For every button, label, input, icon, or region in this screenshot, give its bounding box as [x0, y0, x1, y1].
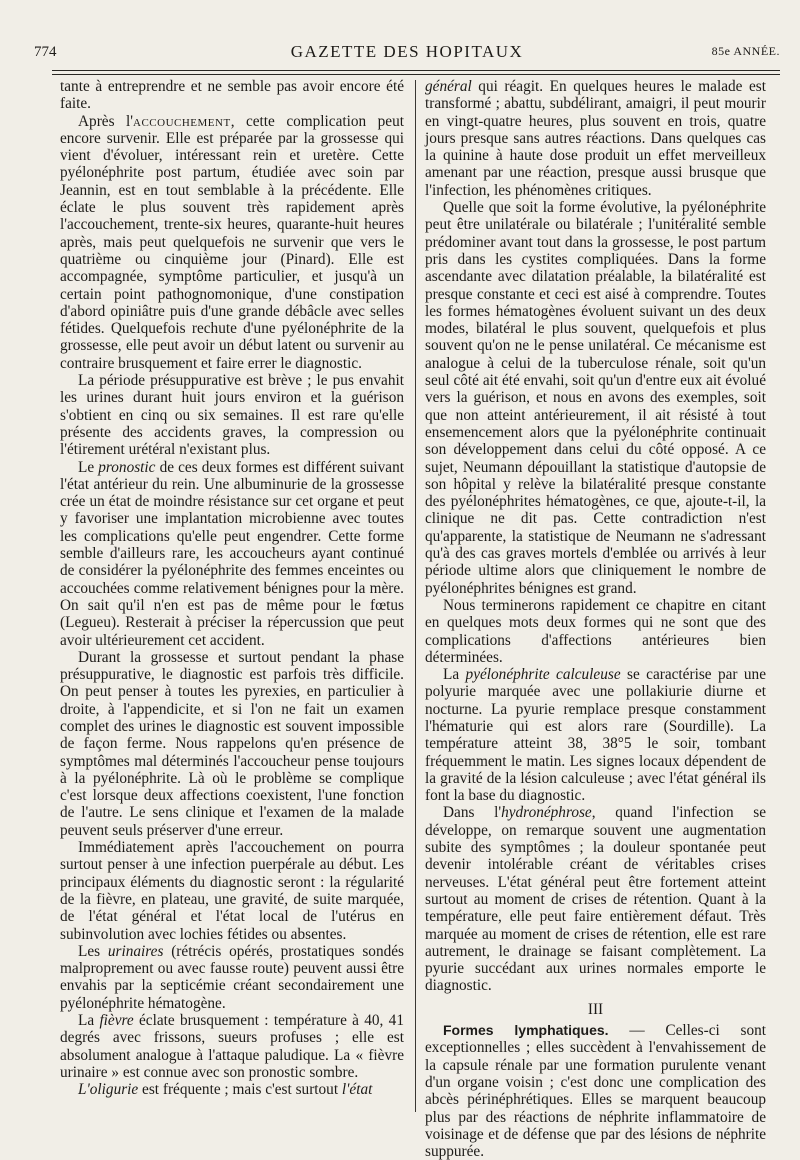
paragraph: Durant la grossesse et surtout pendant la phase présuppurative, le diagnostic est parfois très difficile. On peut penser à toutes les pyrexies, en particulier à droite, à l'appendicite, et si l'on ne fait un examen complet des urines le diagnostic est souvent impossible de façon ferme. Nous rappelons qu'en présence de symptômes mal déterminés l'accoucheur pense toujours à la pyélonéphrite. Là où le problème se complique c'est lorsque deux affections coexistent, l'une fonction de l'autre. Le sens clinique et l'examen de la malade peuvent seuls préserver d'une erreur.: [60, 648, 404, 839]
section-number: III: [587, 1000, 604, 1018]
paragraph: Formes lymphatiques. — Celles-ci sont exceptionnelles ; elles succèdent à l'envahissement de la capsule rénale par une formation purulente venant d'un organe voisin ; c'est donc une complication des abcès périnéphrétiques. Elles se marquent beaucoup plus par des réactions de néphrite inflammatoire de voisinage et de défense que par des lésions de néphrite suppurée.: [425, 1022, 767, 1160]
paragraph: Après l'accouchement, cette complication peut encore survenir. Elle est préparée par la grossesse qui vient d'évoluer, intéressant rein et uretère. Cette pyélonéphrite post partum, étudiée avec soin par Jeannin, est en tout semblable à la précédente. Elle éclate le plus souvent très rapidement après l'accouchement, trente-six heures, quarante-huit heures après, mais peut quelquefois ne survenir que vers le quatrième ou cinquième jour (Pinard). Elle est accompagnée, symptôme particulier, et jusqu'à un certain point pathognomonique, d'une constipation d'abord opiniâtre puis d'une grande débâcle avec selles fétides. Quelquefois rechute d'une pyélonéphrite de la grossesse, elle peut avoir un début latent ou survenir au contraire brusquement et faire errer le diagnostic.: [60, 112, 404, 372]
paragraph: L'oligurie est fréquente ; mais c'est surtout l'état: [78, 1081, 373, 1099]
paragraph: Quelle que soit la forme évolutive, la pyélonéphrite peut être unilatérale ou bilatérale ; l'unitéralité semble prédominer avant tout dans la grossesse, le post partum pris dans les cystites compliquées. Dans la forme ascendante avec dilatation préalable, la bilatéralité est presque constante et ceci est aisé à comprendre. Toutes les formes hématogènes évoluent suivant un des deux modes, bilatéral le plus souvent, quelquefois et plus souvent qu'on ne le pense unilatéral. Ce mécanisme est analogue à celui de la tuberculose rénale, soit qu'un seul côté ait été envahi, soit qu'un d'entre eux ait évolué vers la guérison, et nous en avons des exemples, soit que non atteint antérieurement, il ait résisté à tout ensemencement alors que la pyélonéphrite continuait son développement dans celui du côté opposé. A ce sujet, Neumann dépouillant la statistique d'autopsie de son hôpital y relève la bilatéralité presque constante des pyélonéphrites hématogènes, ce que, ajoute-t-il, la clinique ne dit pas. Cette contradiction n'est qu'apparente, la statistique de Neumann ne s'adressant qu'à des cas graves mortels d'emblée ou arrivés à leur période ultime alors que cliniquement le nombre de pyélonéphrites bénignes est grand.: [425, 199, 766, 597]
paragraph: La période présuppurative est brève ; le pus envahit les urines durant huit jours environ et la guérison s'obtient en cinq ou six semaines. Il est rare qu'elle présente des accidents graves, la compression ou l'étirement urétéral n'existant plus.: [60, 372, 404, 459]
left-column: [60, 78, 404, 1112]
right-column: [425, 78, 767, 1160]
paragraph: La fièvre éclate brusquement : température à 40, 41 degrés avec frissons, sueurs profuses ; elle est absolument analogue à l'attaque paludique. La « fièvre urinaire » est connue avec son pronostic sombre.: [60, 1012, 404, 1081]
journal-title: GAZETTE DES HOPITAUX: [290, 42, 524, 61]
header-rule-bottom: [52, 74, 780, 75]
section-heading: Formes lymphatiques.: [443, 1022, 609, 1039]
paragraph: Le pronostic de ces deux formes est différent suivant l'état antérieur du rein. Une albuminurie de la grossesse crée un état de moindre résistance sur cet organe et peut y favoriser une implantation microbienne avec toutes les complications qu'elle peut engendrer. Cette forme semble d'ailleurs rare, les accoucheurs ayant continué de considérer la pyélonéphrite des femmes enceintes ou accouchées comme relativement bénignes pour la mère. On sait qu'il n'en est pas de même pour le fœtus (Legueu). Resterait à préciser la répercussion que peut avoir ultérieurement cet accident.: [60, 458, 404, 649]
header-rule-top: [52, 70, 780, 71]
paragraph: Immédiatement après l'accouchement on pourra surtout penser à une infection puerpérale au début. Les principaux éléments du diagnostic seront : la régularité de la fièvre, en plateau, une gravité, de suite marquée, de l'état général et l'état local de l'utérus en subinvolution avec lochies fétides ou absentes.: [60, 839, 404, 943]
page-number: 774: [34, 44, 57, 60]
paragraph: Dans l'hydronéphrose, quand l'infection se développe, on remarque souvent une augmentation subite des symptômes ; la douleur spontanée peut devenir intolérable créant de véritables crises nerveuses. L'état général peut être fortement atteint surtout au moment de crises de rétention. Quant à la température, elle peut faire entièrement défaut. Très marquée au moment de crises de rétention, elle est rare autrement, le drainage se faisant complètement. La pyurie succédant aux urines normales emporte le diagnostic.: [425, 804, 766, 995]
paragraph: général qui réagit. En quelques heures le malade est transformé ; abattu, subdélirant, amaigri, il peut mourir en vingt-quatre heures, plus souvent en trois, quatre jours presque sans autres réactions. Dans quelques cas la quinine à haute dose produit un effet merveilleux amenant par une réaction, presque aussi brusque que l'infection, les phénomènes critiques.: [425, 78, 766, 199]
paragraph: La pyélonéphrite calculeuse se caractérise par une polyurie marquée avec une pollakiurie diurne et nocturne. La pyurie remplace presque constamment l'hématurie qui est alors rare (Sourdille). La température atteint 38, 38°5 le soir, tombant fréquemment le matin. Les signes locaux dépendent de la gravité de la lésion calculeuse ; avec l'état général ils font la base du diagnostic.: [425, 666, 766, 805]
column-divider: [415, 80, 416, 1112]
page-header: [34, 42, 780, 66]
year-label: 85e ANNÉE.: [711, 44, 780, 58]
paragraph: tante à entreprendre et ne semble pas avoir encore été faite.: [60, 78, 404, 113]
paragraph: Nous terminerons rapidement ce chapitre en citant en quelques mots deux formes qui ne sont que des complications d'affections antérieures bien déterminées.: [425, 596, 766, 666]
paragraph: Les urinaires (rétrécis opérés, prostatiques sondés malproprement ou avec fausse route) peuvent aussi être envahis par la septicémie créant secondairement une pyélonéphrite hématogène.: [60, 942, 404, 1012]
